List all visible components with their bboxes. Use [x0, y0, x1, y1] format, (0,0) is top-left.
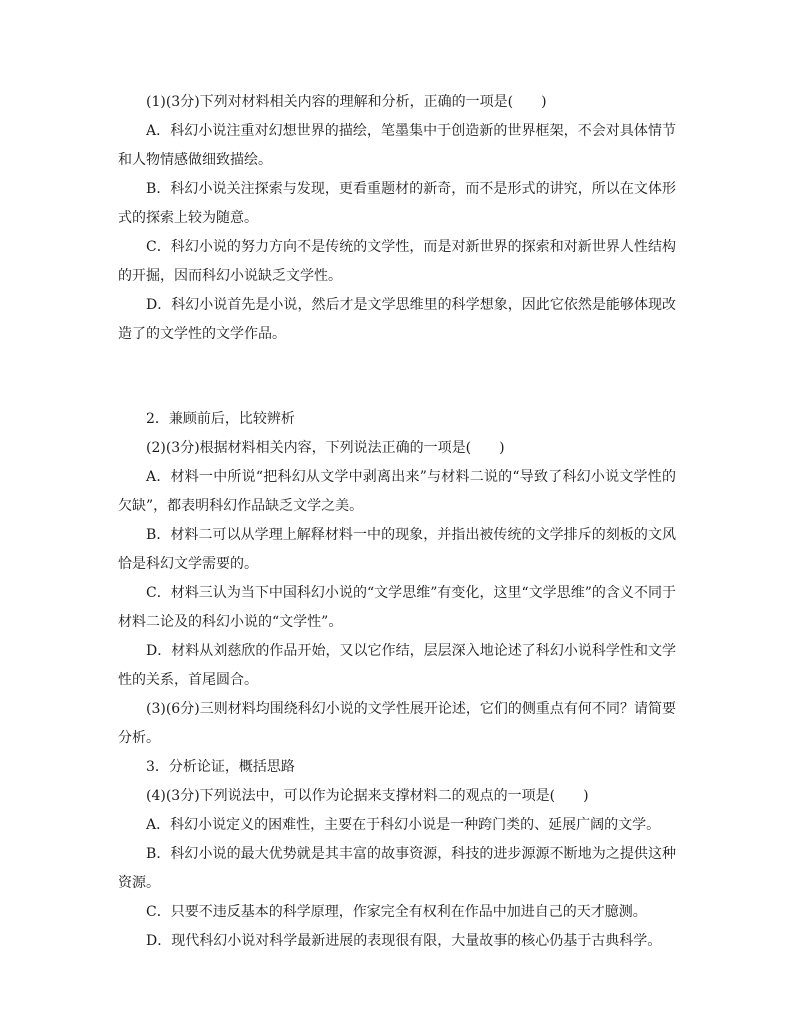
question-2-stem: (2)(3分)根据材料相关内容，下列说法正确的一项是( )	[146, 440, 505, 456]
question-4-stem: (4)(3分)下列说法中，可以作为论据来支撑材料二的观点的一项是( )	[146, 788, 589, 804]
question-2-option-c: C．材料三认为当下中国科幻小说的“文学思维”有变化，这里“文学思维”的含义不同于材料二论及的科幻小说的“文学性”。	[118, 585, 676, 630]
question-2-option-d: D．材料从刘慈欣的作品开始，又以它作结，层层深入地论述了科幻小说科学性和文学性的关系，首尾圆合。	[118, 643, 676, 688]
question-1-stem: (1)(3分)下列对材料相关内容的理解和分析，正确的一项是( )	[146, 94, 547, 110]
question-1-option-b: B．科幻小说关注探索与发现，更看重题材的新奇，而不是形式的讲究，所以在文体形式的探索上较为随意。	[118, 181, 676, 226]
document-page	[118, 88, 676, 956]
question-4-option-d: D．现代科幻小说对科学最新进展的表现很有限，大量故事的核心仍基于古典科学。	[146, 933, 662, 949]
section-2-heading: 2．兼顾前后，比较辨析	[146, 411, 295, 427]
section-gap	[118, 349, 676, 405]
section-3-heading: 3．分析论证，概括思路	[146, 759, 295, 775]
question-2-option-b: B．材料二可以从学理上解释材料一中的现象，并指出被传统的文学排斥的刻板的文风恰是科幻文学需要的。	[118, 527, 676, 572]
question-4-option-a: A．科幻小说定义的困难性，主要在于科幻小说是一种跨门类的、延展广阔的文学。	[146, 817, 661, 833]
question-3-stem: (3)(6分)三则材料均围绕科幻小说的文学性展开论述，它们的侧重点有何不同？请简要分析。	[118, 701, 676, 746]
question-1-option-d: D．科幻小说首先是小说，然后才是文学思维里的科学想象，因此它依然是能够体现改造了的文学性的文学作品。	[118, 297, 676, 342]
question-1-option-a: A．科幻小说注重对幻想世界的描绘，笔墨集中于创造新的世界框架，不会对具体情节和人物情感做细致描绘。	[118, 123, 676, 168]
question-4-option-b: B．科幻小说的最大优势就是其丰富的故事资源，科技的进步源源不断地为之提供这种资源。	[118, 846, 676, 891]
question-2-option-a: A．材料一中所说“把科幻从文学中剥离出来”与材料二说的“导致了科幻小说文学性的欠缺”，都表明科幻作品缺乏文学之美。	[118, 469, 676, 514]
question-4-option-c: C．只要不违反基本的科学原理，作家完全有权利在作品中加进自己的天才臆测。	[146, 904, 647, 920]
question-1-option-c: C．科幻小说的努力方向不是传统的文学性，而是对新世界的探索和对新世界人性结构的开掘，因而科幻小说缺乏文学性。	[118, 239, 676, 284]
